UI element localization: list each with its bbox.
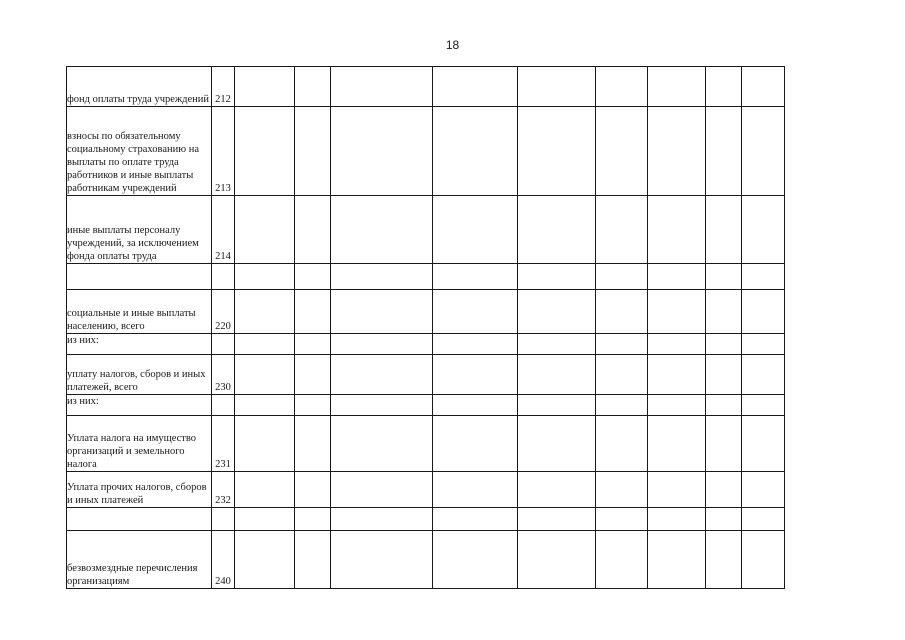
value-cell (518, 395, 596, 416)
value-cell (648, 531, 706, 589)
row-name (67, 264, 212, 290)
value-cell (331, 290, 433, 334)
value-cell (235, 472, 295, 508)
value-cell (235, 107, 295, 196)
value-cell (235, 416, 295, 472)
value-cell (596, 290, 648, 334)
value-cell (742, 290, 785, 334)
row-name: из них: (67, 334, 212, 355)
row-code: 232 (212, 472, 235, 508)
value-cell (331, 395, 433, 416)
row-name (67, 508, 212, 531)
value-cell (331, 531, 433, 589)
value-cell (742, 531, 785, 589)
value-cell (295, 531, 331, 589)
row-name: Уплата налога на имущество организаций и земельного налога (67, 416, 212, 472)
row-code: 230 (212, 355, 235, 395)
value-cell (331, 416, 433, 472)
value-cell (518, 264, 596, 290)
value-cell (706, 264, 742, 290)
table-row (67, 508, 785, 531)
value-cell (235, 355, 295, 395)
value-cell (295, 472, 331, 508)
value-cell (235, 196, 295, 264)
budget-table (66, 66, 785, 589)
value-cell (596, 416, 648, 472)
value-cell (518, 416, 596, 472)
value-cell (742, 395, 785, 416)
value-cell (648, 472, 706, 508)
value-cell (433, 196, 518, 264)
value-cell (648, 355, 706, 395)
value-cell (433, 416, 518, 472)
row-code (212, 395, 235, 416)
value-cell (596, 67, 648, 107)
value-cell (433, 508, 518, 531)
value-cell (596, 508, 648, 531)
row-code: 240 (212, 531, 235, 589)
value-cell (433, 290, 518, 334)
row-name: из них: (67, 395, 212, 416)
value-cell (706, 395, 742, 416)
table-row (67, 416, 785, 472)
value-cell (742, 416, 785, 472)
page-number: 18 (445, 38, 460, 52)
value-cell (518, 67, 596, 107)
row-name: уплату налогов, сборов и иных платежей, всего (67, 355, 212, 395)
value-cell (648, 67, 706, 107)
row-code: 212 (212, 67, 235, 107)
table-row (67, 290, 785, 334)
value-cell (331, 334, 433, 355)
value-cell (295, 107, 331, 196)
row-name: социальные и иные выплаты населению, всего (67, 290, 212, 334)
value-cell (295, 416, 331, 472)
value-cell (331, 196, 433, 264)
table-row (67, 264, 785, 290)
value-cell (235, 290, 295, 334)
value-cell (596, 107, 648, 196)
value-cell (706, 508, 742, 531)
value-cell (235, 67, 295, 107)
value-cell (433, 472, 518, 508)
value-cell (706, 334, 742, 355)
value-cell (596, 334, 648, 355)
table-row (67, 334, 785, 355)
row-code: 213 (212, 107, 235, 196)
value-cell (596, 472, 648, 508)
value-cell (706, 67, 742, 107)
value-cell (331, 472, 433, 508)
value-cell (331, 355, 433, 395)
value-cell (433, 395, 518, 416)
value-cell (648, 196, 706, 264)
value-cell (742, 334, 785, 355)
value-cell (742, 355, 785, 395)
value-cell (518, 196, 596, 264)
value-cell (331, 264, 433, 290)
value-cell (235, 395, 295, 416)
row-name: взносы по обязательному социальному страхованию на выплаты по оплате труда работников и иные выплаты работникам учреждений (67, 107, 212, 196)
row-name: фонд оплаты труда учреждений (67, 67, 212, 107)
value-cell (235, 334, 295, 355)
value-cell (518, 290, 596, 334)
value-cell (742, 196, 785, 264)
row-code (212, 264, 235, 290)
value-cell (706, 472, 742, 508)
value-cell (295, 395, 331, 416)
value-cell (433, 334, 518, 355)
value-cell (706, 196, 742, 264)
value-cell (596, 395, 648, 416)
value-cell (596, 531, 648, 589)
value-cell (706, 531, 742, 589)
value-cell (295, 290, 331, 334)
value-cell (518, 531, 596, 589)
value-cell (706, 290, 742, 334)
value-cell (518, 334, 596, 355)
value-cell (706, 107, 742, 196)
value-cell (596, 264, 648, 290)
value-cell (295, 196, 331, 264)
value-cell (295, 508, 331, 531)
value-cell (433, 264, 518, 290)
row-code: 214 (212, 196, 235, 264)
value-cell (518, 508, 596, 531)
table-row (67, 355, 785, 395)
table-row (67, 67, 785, 107)
table-row (67, 196, 785, 264)
value-cell (648, 395, 706, 416)
value-cell (331, 508, 433, 531)
row-code: 231 (212, 416, 235, 472)
row-code (212, 508, 235, 531)
value-cell (331, 67, 433, 107)
value-cell (518, 107, 596, 196)
value-cell (295, 67, 331, 107)
value-cell (433, 67, 518, 107)
value-cell (433, 107, 518, 196)
value-cell (706, 416, 742, 472)
value-cell (235, 531, 295, 589)
row-name: Уплата прочих налогов, сборов и иных платежей (67, 472, 212, 508)
value-cell (742, 264, 785, 290)
value-cell (742, 107, 785, 196)
value-cell (295, 334, 331, 355)
value-cell (433, 355, 518, 395)
value-cell (648, 290, 706, 334)
value-cell (648, 334, 706, 355)
value-cell (648, 264, 706, 290)
value-cell (596, 196, 648, 264)
value-cell (295, 355, 331, 395)
row-code: 220 (212, 290, 235, 334)
value-cell (331, 107, 433, 196)
table-row (67, 395, 785, 416)
row-code (212, 334, 235, 355)
value-cell (706, 355, 742, 395)
value-cell (518, 355, 596, 395)
table-row (67, 531, 785, 589)
value-cell (235, 264, 295, 290)
row-name: иные выплаты персоналу учреждений, за исключением фонда оплаты труда (67, 196, 212, 264)
value-cell (648, 416, 706, 472)
row-name: безвозмездные перечисления организациям (67, 531, 212, 589)
value-cell (235, 508, 295, 531)
value-cell (295, 264, 331, 290)
table-row (67, 107, 785, 196)
value-cell (648, 508, 706, 531)
value-cell (648, 107, 706, 196)
value-cell (596, 355, 648, 395)
table-row (67, 472, 785, 508)
value-cell (518, 472, 596, 508)
value-cell (742, 472, 785, 508)
value-cell (742, 67, 785, 107)
value-cell (433, 531, 518, 589)
value-cell (742, 508, 785, 531)
